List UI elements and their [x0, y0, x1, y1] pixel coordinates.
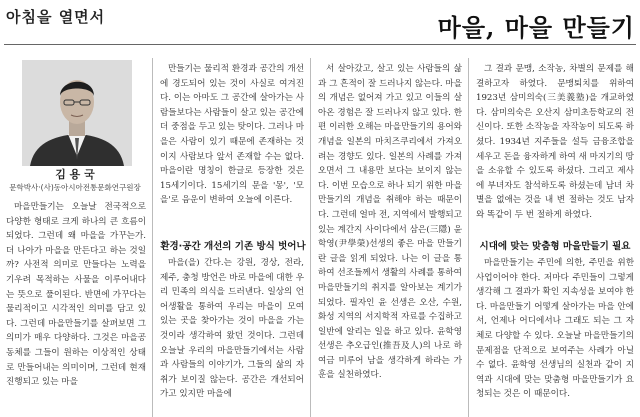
- paragraph: 서 살아갔고, 살고 있는 사람들의 삶과 그 흔적이 잘 드러나지 않는다. 마을의 개념은 없어져 가고 있고 이들의 살아온 경험은 잘 드러나지 않고 있다. 한편 이러한 오해는 마을만들기의 용어와 개념을 일본의 마치즈쿠리에서 가져오려는 경향도 있다. 일본의 사례를 가져오면서 그 내용만 보다는 보이지 않는다. 이번 모습으로 하나 되기 위한 마을만들기의 개념을 취해야 하는 때문이다. 그런데 얼마 전, 지역에서 발행되고 있는 계간지 사이다에서 삼은(三隱) 윤학영(尹學榮)선생의 좋은 마을 만들기란 글을 읽게 되었다. 나는 이 글을 통하여 선조들께서 생활의 사례를 통하여 마을만들기의 취지를 알아보는 계기가 되었다. 필자인 윤 선생은 오산, 수원, 화성 지역의 서지학적 자료를 수집하고 일반에 알리는 일을 하고 있다. 윤학영 선생은 추오급인(推吾及人)의 나로 하여금 미루어 남을 생각하게 하라는 가훈을 실천하였다.: [318, 64, 462, 381]
- paragraph: 마을만들기는 주민에 의한, 주민을 위한 사업이어야 한다. 저마다 주민들이 그렇게 생각해 그 결과가 확인 지속성을 보여야 한다. 마을만들기 어떻게 살아가는 마을 안에서, 언제나 어디에서나 그래도 되는 그 자체로 다양할 수 있다. 오늘날 마을만들기의 문제점을 단적으로 보여주는 사례가 아닐 수 없다. 윤학영 선생님의 실천과 같이 지역과 시대에 맞는 맞춤형 마을만들기가 요청되는 것은 이 때문이다.: [476, 258, 634, 400]
- header-rule: [4, 44, 636, 45]
- article-column-2a: [160, 62, 304, 230]
- author-name: 김 용 국: [55, 168, 95, 181]
- author-affiliation: 문학박사·(사)동아시아전통문화연구원장: [9, 183, 141, 192]
- article-column-4b: [476, 256, 634, 414]
- article-column-4a: [476, 62, 634, 230]
- paragraph: 만들기는 물리적 환경과 공간의 개선에 경도되어 있는 것이 사실로 여겨진다. 이는 아마도 그 공간에 살아가는 사람들보다는 사람들이 살고 있는 공간에 더 중점을 두고 있는 탓이다. 그러나 마을은 사람이 있기 때문에 존재하는 것이지 사람보다 앞서 존재할 수는 없다. 마을이란 명칭이 한글로 등장한 것은 15세기이다. 15세기의 문을 '몽', '모을'로 음운이 변하여 오늘에 이른다.: [160, 64, 304, 206]
- article-title: 마을, 마을 만들기: [437, 13, 635, 42]
- author-photo: [22, 60, 132, 166]
- column-divider: [468, 58, 469, 417]
- column-divider: [310, 58, 311, 417]
- article-column-1: [6, 200, 146, 414]
- subheading: 환경·공간 개선의 기존 방식 벗어나: [160, 241, 306, 252]
- paragraph: 마을만들기는 오늘날 전국적으로 다양한 형태로 크게 하나의 큰 흐름이 되었다. 그런데 왜 마을을 가꾸는가. 더 나아가 마을을 만든다고 하는 것일까? 사전적 의미로 만들다는 노력을 기우려 목적하는 사물을 이루어내다는 뜻으로 풀이된다. 반면에 가꾸다는 물리적이고 시각적인 의미를 담고 있다. 그런데 마을만들기를 살펴보면 그 의미가 매우 다양하다. 그것은 마을공동체를 그들이 원하는 이상적인 상태로 만들어내는 의미이며, 그런데 현재 진행되고 있는 마을: [6, 202, 146, 388]
- portrait-image: [22, 60, 132, 166]
- column-divider: [152, 58, 153, 417]
- subheading: 시대에 맞는 맞춤형 마을만들기 필요: [479, 241, 631, 252]
- article-column-3: [318, 62, 462, 414]
- article-column-2b: [160, 256, 304, 414]
- paragraph: 마을(을) 간다.는 강원, 경상, 전라, 제주, 충청 방언은 바로 마을에 대한 우리 민족의 의식을 드러낸다. 일상의 언어생활을 통하여 우리는 마을이 모여 있는 곳을 찾아가는 것이 마을을 가는 것이라 생각하여 왔던 것이다. 그런데 오늘날 우리의 마을만들기에서는 사람과 사람들의 이야기가, 그들의 삶의 자취가 보이질 않는다. 공간은 개선되어 가고 있지만 마을에: [160, 258, 304, 400]
- column-name: 아침을 열면서: [6, 8, 106, 26]
- paragraph: 그 결과 문맹, 소작농, 차별의 문제를 해결하고자 하였다. 문맹퇴치를 위하여 1923년 삼미의숙(三美義塾)을 개교하였다. 삼미의숙은 오산지 삼미초등학교의 전신이다. 또한 소작농을 자작농이 되도록 하셨다. 1934년 지주들을 설득 금융조합을 세우고 돈을 융자하게 하여 새 마지기의 땅을 소유할 수 있도록 하셨다. 그리고 제사에 부녀자도 참석하도록 하셨는데 남녀 차별을 없애는 것을 내 변 절하는 것도 남자와 똑같이 두 번 절하게 하였다.: [476, 64, 634, 220]
